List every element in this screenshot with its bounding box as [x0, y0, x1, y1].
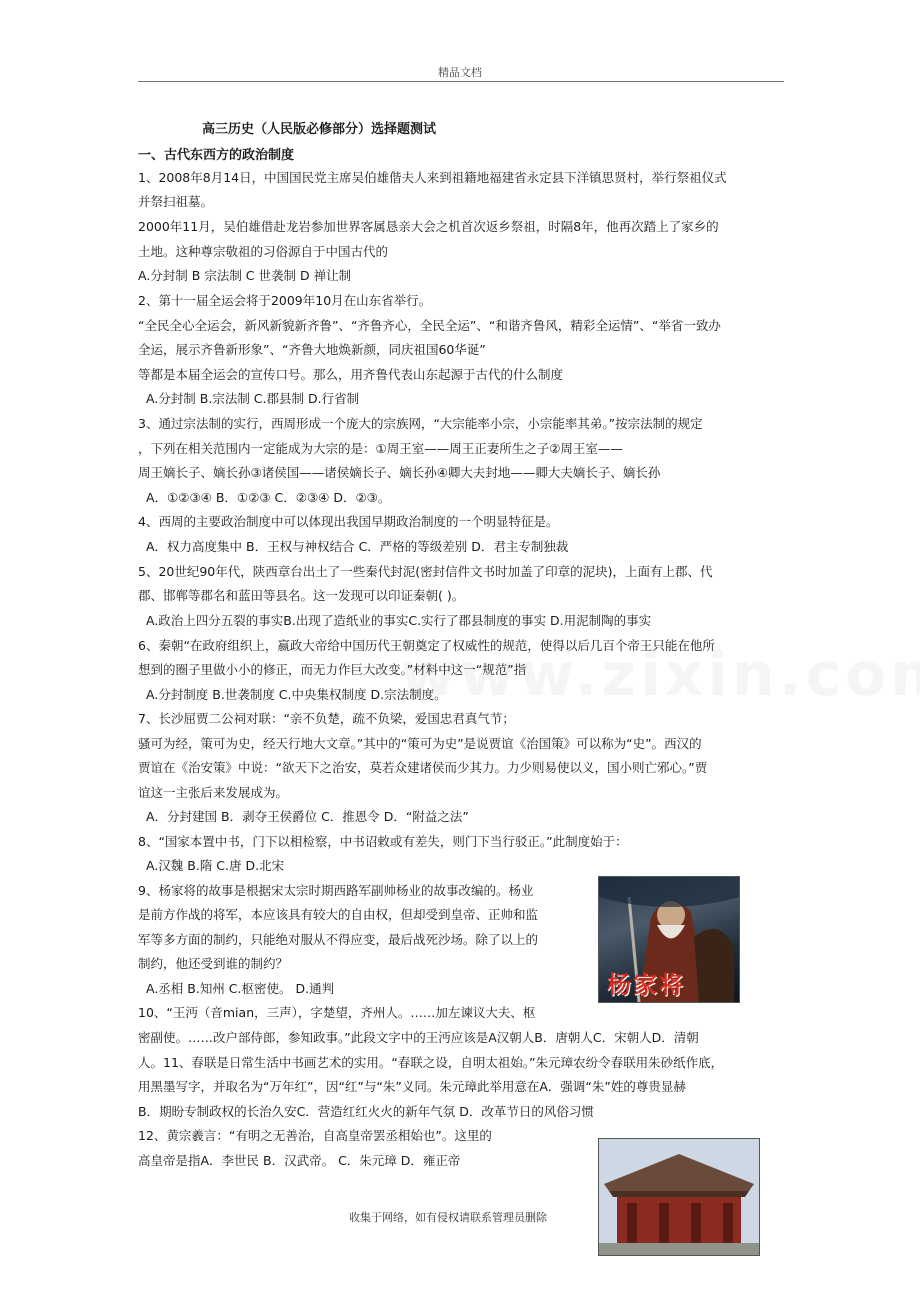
text-line: 密副使。……改户部侍郎，参知政事。”此段文字中的王沔应该是A汉朝人B．唐朝人C．宋朝人D．清朝: [138, 1030, 699, 1045]
text-line: 12、黄宗羲言：“有明之无善治，自高皇帝罢丞相始也”。这里的: [138, 1128, 492, 1143]
text-line: A.政治上四分五裂的事实B.出现了造纸业的事实C.实行了郡县制度的事实 D.用泥制陶的事实: [146, 613, 652, 628]
watermark: [400, 640, 920, 710]
text-line: A.分封制 B.宗法制 C.郡县制 D.行省制: [146, 391, 360, 406]
text-line: “全民全心全运会，新风新貌新齐鲁”、“齐鲁齐心，全民全运”、“和谐齐鲁风，精彩全运情”、“举省一致办: [138, 318, 721, 333]
text-line: 用黑墨写字，并取名为“万年红”，因“红”与“朱”义同。朱元璋此举用意在A．强调“朱”姓的尊贵显赫: [138, 1079, 686, 1094]
text-line: 2000年11月，吴伯雄借赴龙岩参加世界客属恳亲大会之机首次返乡祭祖，时隔8年，他再次踏上了家乡的: [138, 219, 719, 234]
text-line: 是前方作战的将军，本应该具有较大的自由权，但却受到皇帝、正帅和监: [138, 907, 539, 922]
text-line: 贾谊在《治安策》中说：“欲天下之治安，莫若众建诸侯而少其力。力少则易使以义，国小则亡邪心。”贾: [138, 760, 708, 775]
text-line: 6、秦朝“在政府组织上，嬴政大帝给中国历代王朝奠定了权威性的规范，使得以后几百个帝王只能在他所: [138, 638, 715, 653]
text-line: 并祭扫祖墓。: [138, 194, 214, 209]
text-line: 等都是本届全运会的宣传口号。那么，用齐鲁代表山东起源于古代的什么制度: [138, 367, 564, 382]
text-line: 骚可为经，策可为史，经天行地大文章。”其中的“策可为史”是说贾谊《治国策》可以称为“史”。西汉的: [138, 736, 702, 751]
text-line: 高皇帝是指A．李世民 B．汉武帝。 C．朱元璋 D．雍正帝: [138, 1153, 461, 1168]
text-line: 5、20世纪90年代，陕西章台出土了一些秦代封泥(密封信件文书时加盖了印章的泥块)，上面有上郡、代: [138, 564, 713, 579]
text-line: 4、西周的主要政治制度中可以体现出我国早期政治制度的一个明显特征是。: [138, 514, 559, 529]
text-line: 9、杨家将的故事是根据宋太宗时期西路军副帅杨业的故事改编的。杨业: [138, 883, 534, 898]
text-line: ，下列在相关范围内一定能成为大宗的是：①周王室——周王正妻所生之子②周王室——: [138, 441, 623, 456]
header-divider: [138, 81, 784, 82]
yang-family-generals-image: [598, 876, 740, 1003]
page-footer: 收集于网络，如有侵权请联系管理员删除: [349, 1211, 547, 1224]
text-line: 7、长沙屈贾二公祠对联：“亲不负楚，疏不负梁，爱国忠君真气节；: [138, 711, 515, 726]
text-line: A．①②③④ B．①②③ C．②③④ D．②③。: [146, 490, 391, 505]
ming-palace-image: [598, 1138, 760, 1256]
text-line: A.汉魏 B.隋 C.唐 D.北宋: [146, 858, 285, 873]
text-line: 全运，展示齐鲁新形象”、“齐鲁大地焕新颜，同庆祖国60华诞”: [138, 342, 486, 357]
text-line: 郡、邯郸等郡名和蓝田等县名。这一发现可以印证秦朝( )。: [138, 588, 465, 603]
text-line: A.分封制度 B.世袭制度 C.中央集权制度 D.宗法制度。: [146, 687, 447, 702]
section-heading: 一、古代东西方的政治制度: [138, 148, 295, 163]
text-line: A.分封制 B 宗法制 C 世袭制 D 禅让制: [138, 268, 352, 283]
text-line: 10、“王沔（音mian，三声），字楚望，齐州人。……加左谏议大夫、枢: [138, 1005, 536, 1020]
document-title: 高三历史（人民版必修部分）选择题测试: [202, 122, 437, 137]
image-caption: 杨家将: [607, 971, 685, 999]
text-line: A．分封建国 B．剥夺王侯爵位 C．推恩令 D．“附益之法”: [146, 809, 469, 824]
page-header: 精品文档: [438, 66, 482, 79]
text-line: A.丞相 B.知州 C.枢密使。 D.通判: [146, 981, 335, 996]
text-line: 8、“国家本置中书，门下以相检察，中书诏敕或有差失，则门下当行驳正。”此制度始于：: [138, 834, 628, 849]
text-line: 军等多方面的制约，只能绝对服从不得应变，最后战死沙场。除了以上的: [138, 932, 539, 947]
text-line: 土地。这种尊宗敬祖的习俗源自于中国古代的: [138, 244, 389, 259]
palace-illustration: [599, 1139, 759, 1255]
text-line: 周王嫡长子、嫡长孙③诸侯国——诸侯嫡长子、嫡长孙④卿大夫封地——卿大夫嫡长子、嫡长孙: [138, 465, 661, 480]
text-line: 谊这一主张后来发展成为。: [138, 785, 289, 800]
text-line: A．权力高度集中 B．王权与神权结合 C．严格的等级差别 D．君主专制独裁: [146, 539, 569, 554]
text-line: 制约，他还受到谁的制约？: [138, 956, 289, 971]
text-line: B．期盼专制政权的长治久安C．营造红红火火的新年气氛 D．改革节日的风俗习惯: [138, 1104, 594, 1119]
text-line: 想到的圈子里做小小的修正，而无力作巨大改变。”材料中这一“规范”指: [138, 662, 527, 677]
text-line: 3、通过宗法制的实行，西周形成一个庞大的宗族网，“大宗能率小宗，小宗能率其弟。”按宗法制的规定: [138, 416, 703, 431]
text-line: 2、第十一届全运会将于2009年10月在山东省举行。: [138, 293, 432, 308]
text-line: 人。11、春联是日常生活中书画艺术的实用。“春联之设，自明太祖始。”朱元璋农纷令春联用朱砂纸作底，: [138, 1055, 724, 1070]
text-line: 1、2008年8月14日，中国国民党主席吴伯雄偕夫人来到祖籍地福建省永定县下洋镇思贤村，举行祭祖仪式: [138, 170, 727, 185]
